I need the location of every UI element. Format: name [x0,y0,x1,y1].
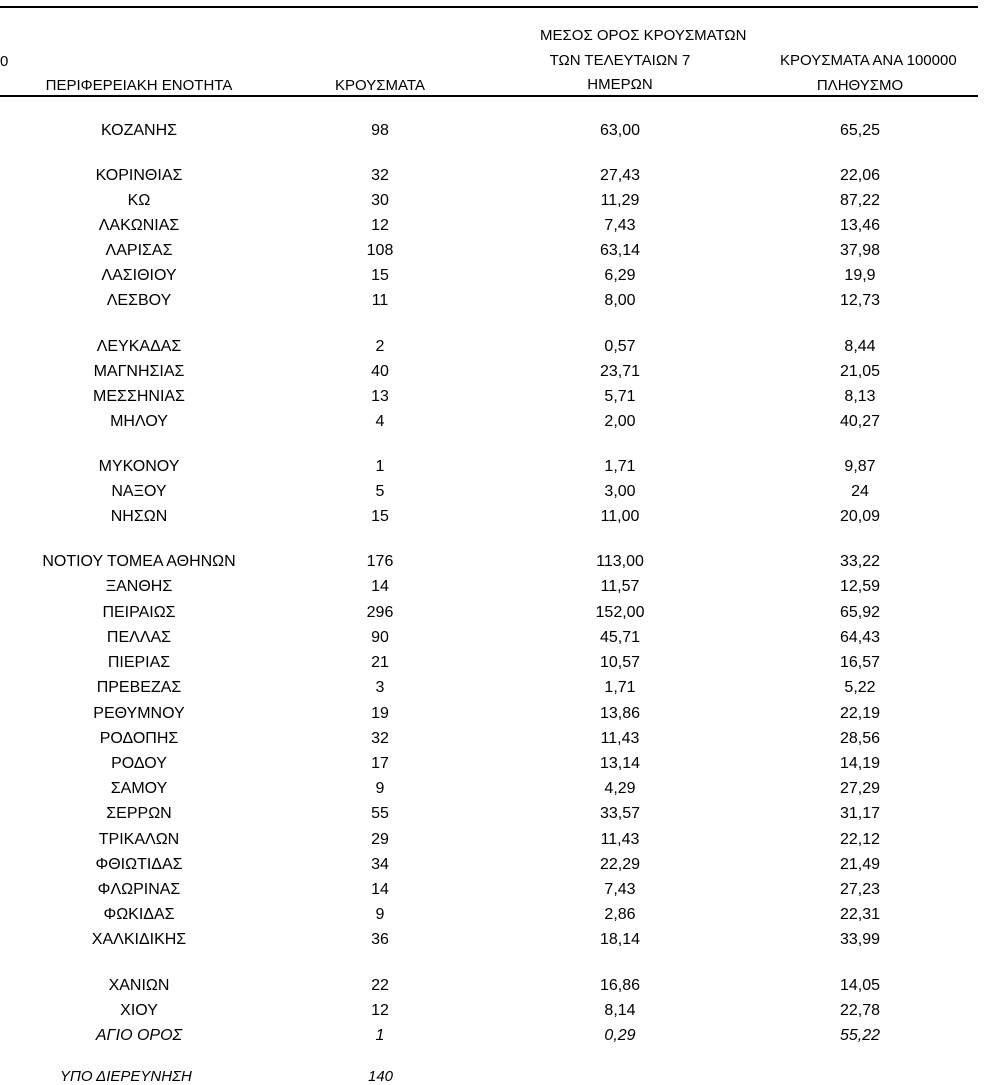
cell-avg7: 3,00 [604,483,636,500]
cell-per100k: 65,25 [839,122,881,139]
header-region: ΠΕΡΙΦΕΡΕΙΑΚΗ ΕΝΟΤΗΤΑ [45,77,233,94]
cell-per100k: 33,22 [839,553,881,570]
cell-per100k: 22,06 [839,167,881,184]
cell-cases: 4 [375,413,385,430]
cell-region: ΝΗΣΩΝ [110,508,168,525]
cell-per100k: 20,09 [839,508,881,525]
cell-avg7: 11,43 [600,831,640,848]
cell-region: ΠΡΕΒΕΖΑΣ [96,679,182,696]
cell-region: ΑΓΙΟ ΟΡΟΣ [95,1027,183,1044]
cell-cases: 15 [371,508,389,525]
cell-avg7: 8,14 [604,1002,636,1019]
cell-cases: 36 [371,931,389,948]
cell-per100k: 27,23 [839,881,881,898]
cell-per100k: 55,22 [839,1027,881,1044]
cell-region: ΜΕΣΣΗΝΙΑΣ [93,388,185,405]
cell-cases: 30 [371,192,389,209]
cell-cases: 176 [366,553,394,570]
cell-per100k: 40,27 [839,413,881,430]
cell-region: ΡΟΔΟΥ [111,755,167,772]
cell-avg7: 152,00 [595,604,645,621]
cell-per100k: 13,46 [839,217,881,234]
cell-cases: 19 [371,705,389,722]
cell-avg7: 1,71 [604,679,636,696]
cell-region: ΧΙΟΥ [120,1002,158,1019]
cell-avg7: 11,00 [600,508,640,525]
cell-cases: 21 [371,654,389,671]
cell-cases: 108 [366,242,394,259]
cell-cases: 32 [371,167,389,184]
cell-region: ΜΑΓΝΗΣΙΑΣ [93,363,185,380]
cell-per100k: 8,44 [844,338,876,355]
cell-per100k: 65,92 [839,604,881,621]
cell-per100k: 22,31 [839,906,881,923]
cell-per100k: 12,73 [839,292,881,309]
cell-cases: 14 [371,881,389,898]
cell-cases: 12 [371,1002,389,1019]
cell-cases: 3 [375,679,385,696]
cell-region: ΦΛΩΡΙΝΑΣ [97,881,181,898]
cell-cases: 22 [371,977,389,994]
cell-avg7: 113,00 [596,553,644,570]
cell-avg7: 45,71 [599,629,641,646]
cell-per100k: 14,05 [839,977,881,994]
cell-region: ΚΟΡΙΝΘΙΑΣ [95,167,183,184]
cell-per100k: 22,19 [839,705,881,722]
header-per100k-line2: ΠΛΗΘΥΣΜΟ [816,77,904,94]
cell-per100k: 5,22 [844,679,876,696]
cell-avg7: 2,00 [604,413,636,430]
cell-avg7: 63,14 [599,242,641,259]
cell-region: ΧΑΝΙΩΝ [108,977,170,994]
cell-region: ΦΘΙΩΤΙΔΑΣ [95,856,183,873]
cell-region: ΠΕΙΡΑΙΩΣ [102,604,176,621]
cell-region: ΣΑΜΟΥ [110,780,168,797]
cell-per100k: 37,98 [839,242,881,259]
cell-per100k: 24 [851,483,869,500]
cell-avg7: 18,14 [599,931,641,948]
cell-cases: 14 [371,578,389,595]
cell-region: ΛΑΣΙΘΙΟΥ [101,267,177,284]
cell-per100k: 19,9 [844,267,876,284]
cell-avg7: 63,00 [599,122,641,139]
cell-cases: 296 [366,604,394,621]
cell-region: ΚΟΖΑΝΗΣ [100,122,178,139]
cell-cases: 1 [375,1027,385,1044]
cell-region: ΜΗΛΟΥ [110,413,168,430]
cell-region: ΠΕΛΛΑΣ [106,629,172,646]
header-rule [0,95,978,97]
header-cases: ΚΡΟΥΣΜΑΤΑ [335,77,425,94]
cell-per100k: 21,05 [839,363,881,380]
header-per100k-line1: ΚΡΟΥΣΜΑΤΑ ΑΝΑ 100000 [780,52,957,69]
cell-avg7: 11,29 [600,192,640,209]
cell-cases: 11 [371,292,389,309]
cell-cases: 5 [375,483,385,500]
cell-region: ΝΑΞΟΥ [111,483,167,500]
cell-per100k: 22,12 [839,831,881,848]
cell-avg7: 16,86 [599,977,641,994]
cell-region: ΦΩΚΙΔΑΣ [103,906,175,923]
cell-per100k: 8,13 [844,388,876,405]
cell-avg7: 0,57 [604,338,636,355]
header-avg7-line3: ΗΜΕΡΩΝ [587,76,653,93]
cell-cases: 32 [371,730,389,747]
cell-avg7: 22,29 [599,856,641,873]
cell-cases: 40 [371,363,389,380]
cell-avg7: 0,29 [604,1027,636,1044]
cell-region: ΠΙΕΡΙΑΣ [107,654,171,671]
cell-avg7: 10,57 [599,654,641,671]
cell-per100k: 14,19 [839,755,881,772]
cell-per100k: 31,17 [839,805,881,822]
cell-per100k: 64,43 [839,629,881,646]
cell-cases: 29 [371,831,389,848]
cell-cases: 13 [371,388,389,405]
cell-region: ΡΟΔΟΠΗΣ [99,730,179,747]
cell-region: ΛΕΣΒΟΥ [106,292,172,309]
cell-cases: 55 [371,805,389,822]
cell-per100k: 21,49 [839,856,881,873]
cell-cases: 90 [371,629,389,646]
cell-cases: 15 [371,267,389,284]
cell-avg7: 11,43 [600,730,640,747]
cell-region: ΛΕΥΚΑΔΑΣ [96,338,182,355]
cell-avg7: 23,71 [599,363,641,380]
cell-region: ΚΩ [127,192,151,209]
cell-avg7: 7,43 [604,217,636,234]
cell-avg7: 11,57 [600,578,640,595]
cell-cases: 9 [375,780,385,797]
cell-per100k: 87,22 [839,192,881,209]
cell-avg7: 33,57 [599,805,641,822]
header-left-fragment: 0 [0,53,9,70]
cell-per100k: 12,59 [839,578,881,595]
cell-region: ΛΑΚΩΝΙΑΣ [98,217,180,234]
cell-per100k: 28,56 [839,730,881,747]
cell-cases: 12 [371,217,389,234]
cell-region: ΜΥΚΟΝΟΥ [98,458,180,475]
cell-per100k: 16,57 [839,654,881,671]
cell-region: ΤΡΙΚΑΛΩΝ [98,831,180,848]
cell-avg7: 6,29 [604,267,636,284]
cell-avg7: 7,43 [604,881,636,898]
cell-per100k: 33,99 [839,931,881,948]
cell-avg7: 8,00 [604,292,636,309]
cell-per100k: 27,29 [839,780,881,797]
cell-region: ΛΑΡΙΣΑΣ [105,242,173,259]
top-rule [0,6,978,8]
cell-region: ΞΑΝΘΗΣ [105,578,173,595]
footer-cut-cases: 140 [368,1068,394,1085]
cell-avg7: 1,71 [604,458,636,475]
header-avg7-line2: ΤΩΝ ΤΕΛΕΥΤΑΙΩΝ 7 [549,52,691,69]
header-avg7-line1: ΜΕΣΟΣ ΟΡΟΣ ΚΡΟΥΣΜΑΤΩΝ [540,27,747,44]
cell-avg7: 13,14 [599,755,641,772]
cell-cases: 9 [375,906,385,923]
cell-cases: 34 [371,856,389,873]
cell-cases: 98 [371,122,389,139]
cell-avg7: 5,71 [604,388,636,405]
cell-region: ΣΕΡΡΩΝ [106,805,172,822]
cell-cases: 2 [375,338,385,355]
cell-avg7: 2,86 [604,906,636,923]
cell-cases: 1 [375,458,385,475]
cell-per100k: 9,87 [844,458,876,475]
cell-cases: 17 [371,755,389,772]
cell-region: ΧΑΛΚΙΔΙΚΗΣ [91,931,187,948]
cell-avg7: 13,86 [599,705,641,722]
cell-per100k: 22,78 [839,1002,881,1019]
footer-cut-label: ΥΠΟ ΔΙΕΡΕΥΝΗΣΗ [60,1068,192,1085]
cell-avg7: 27,43 [599,167,641,184]
cell-region: ΝΟΤΙΟΥ ΤΟΜΕΑ ΑΘΗΝΩΝ [42,553,236,570]
cell-avg7: 4,29 [604,780,636,797]
cell-region: ΡΕΘΥΜΝΟΥ [93,705,185,722]
